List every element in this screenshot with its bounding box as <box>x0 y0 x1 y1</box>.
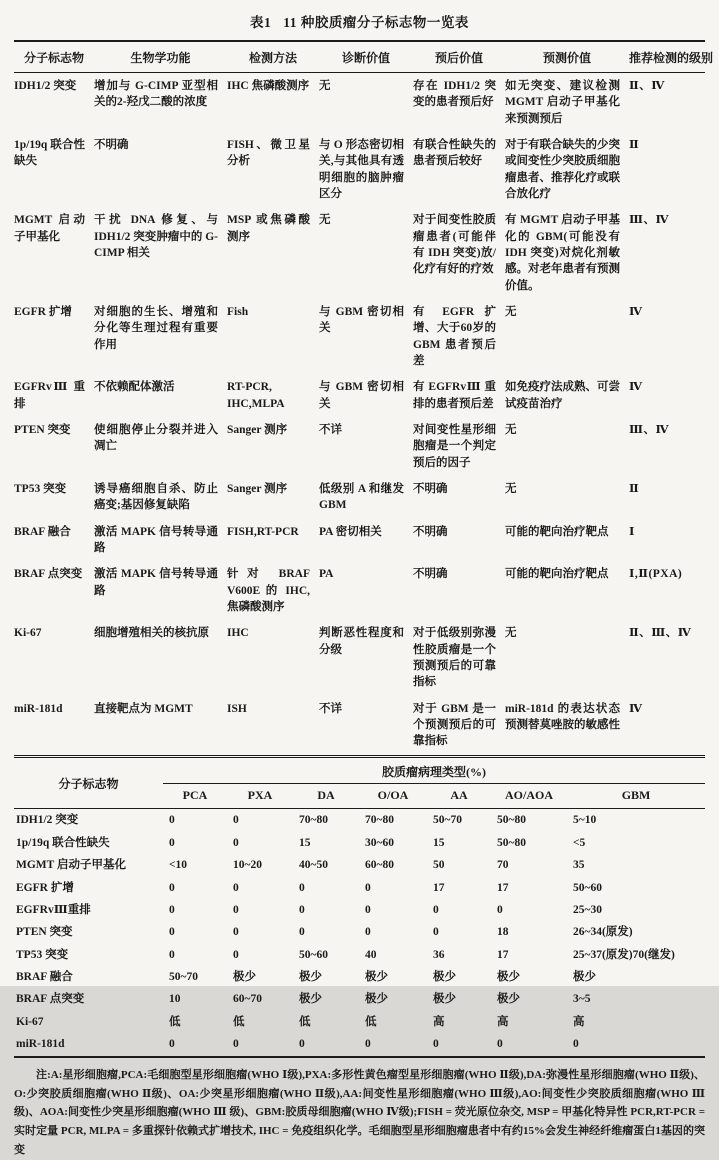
marker-name-cell: EGFR 扩增 <box>14 305 72 318</box>
value-cell: 50~80 <box>497 814 526 827</box>
marker-name-cell: PTEN 突变 <box>16 926 73 939</box>
marker-name-cell: EGFR 扩增 <box>16 881 74 894</box>
value-cell: 0 <box>233 881 239 894</box>
table-row <box>14 73 705 132</box>
table-cell: 低级别 A 和继发 GBM <box>319 482 404 512</box>
value-cell: 70 <box>497 859 509 872</box>
table-row <box>14 944 705 966</box>
table-row <box>14 132 705 207</box>
value-cell: 极少 <box>497 993 520 1006</box>
grade-cell: Ⅲ、Ⅳ <box>629 214 670 227</box>
grade-cell: Ⅰ <box>629 525 635 538</box>
value-cell: 0 <box>573 1038 579 1051</box>
value-cell: 17 <box>497 881 509 894</box>
table-cell: 不明确 <box>413 568 448 581</box>
value-cell: 0 <box>169 926 175 939</box>
grade-cell: Ⅲ、Ⅳ <box>629 423 670 436</box>
value-cell: 50~70 <box>169 971 198 984</box>
table-cell: Sanger 测序 <box>227 423 288 436</box>
table-row <box>14 374 705 417</box>
table-header-row <box>14 41 705 73</box>
value-cell: 极少 <box>365 971 388 984</box>
table-row <box>14 696 705 755</box>
value-cell: 25~37(原发)70(继发) <box>573 948 675 961</box>
marker-name-cell: 1p/19q 联合性缺失 <box>14 138 85 168</box>
value-cell: 0 <box>497 1038 503 1051</box>
value-cell: <5 <box>573 836 586 849</box>
value-cell: 极少 <box>299 993 322 1006</box>
table-row <box>14 299 705 374</box>
table-row <box>14 417 705 476</box>
column-header: DA <box>293 784 359 809</box>
value-cell: 极少 <box>573 971 596 984</box>
table-cell: 不依赖配体激活 <box>94 381 175 394</box>
grade-cell: Ⅱ <box>629 138 640 151</box>
table-title-text: 11 种胶质瘤分子标志物一览表 <box>283 15 469 30</box>
grade-cell: Ⅳ <box>629 702 643 715</box>
table-cell: 对于 GBM 是一个预测预后的可靠指标 <box>413 702 496 748</box>
value-cell: 0 <box>497 903 503 916</box>
marker-name-cell: BRAF 点突变 <box>14 568 83 581</box>
table-cell: 对于有联合缺失的少突或间变性少突胶质细胞瘤患者、推荐化疗或联合放化疗 <box>505 138 620 200</box>
column-header: GBM <box>567 784 705 809</box>
marker-name-cell: Ki-67 <box>14 627 42 640</box>
value-cell: 0 <box>299 1038 305 1051</box>
table-cell: 不详 <box>319 702 342 715</box>
value-cell: 高 <box>573 1015 585 1028</box>
value-cell: 35 <box>573 859 585 872</box>
table-cell: 激活 MAPK 信号转导通路 <box>94 525 218 554</box>
grade-cell: Ⅰ,Ⅱ(PXA) <box>629 568 683 581</box>
marker-name-cell: BRAF 融合 <box>16 971 73 984</box>
table-cell: 干扰 DNA 修复、与 IDH1/2 突变肿瘤中的 G-CIMP 相关 <box>94 214 218 259</box>
table-row <box>14 899 705 921</box>
table-cell: ISH <box>227 702 247 715</box>
value-cell: 低 <box>233 1015 245 1028</box>
column-header: 预后价值 <box>413 41 505 73</box>
grade-cell: Ⅱ、Ⅲ、Ⅳ <box>629 627 692 640</box>
column-header: 生物学功能 <box>94 41 227 73</box>
table-cell: 直接靶点为 MGMT <box>94 702 193 715</box>
table-cell: 增加与 G-CIMP 亚型相关的2-羟戊二酸的浓度 <box>94 80 218 109</box>
column-header: O/OA <box>359 784 427 809</box>
table-cell: 有 EGFR 扩增、大于60岁的 GBM 患者预后差 <box>413 305 496 367</box>
value-cell: 0 <box>365 881 371 894</box>
table-row <box>14 809 705 832</box>
table-row <box>14 1011 705 1033</box>
grade-cell: Ⅳ <box>629 305 643 318</box>
value-cell: 50 <box>433 859 445 872</box>
value-cell: 0 <box>233 926 239 939</box>
column-header: 检测方法 <box>227 41 319 73</box>
table-cell: 存在 IDH1/2 突变的患者预后好 <box>413 80 496 109</box>
value-cell: 0 <box>169 948 175 961</box>
value-cell: 高 <box>433 1015 445 1028</box>
value-cell: 70~80 <box>299 814 328 827</box>
marker-column-header: 分子标志物 <box>14 757 163 809</box>
value-cell: 50~60 <box>299 948 328 961</box>
value-cell: 0 <box>433 903 439 916</box>
value-cell: 3~5 <box>573 993 591 1006</box>
value-cell: 40 <box>365 948 377 961</box>
column-header: 推荐检测的级别 <box>629 41 705 73</box>
marker-name-cell: MGMT 启动子甲基化 <box>16 859 126 872</box>
table-number: 表1 <box>250 15 272 30</box>
grade-cell: Ⅱ、Ⅳ <box>629 80 665 92</box>
table-cell: 不明确 <box>94 138 129 151</box>
table-row <box>14 832 705 854</box>
table-cell: 可能的靶向治疗靶点 <box>505 568 609 581</box>
pathology-frequency-table <box>14 755 705 1057</box>
value-cell: 0 <box>233 836 239 849</box>
marker-name-cell: BRAF 融合 <box>14 525 71 538</box>
value-cell: 极少 <box>497 971 520 984</box>
table-cell: 针对 BRAF V600E 的 IHC,焦磷酸测序 <box>227 568 310 613</box>
value-cell: 0 <box>433 926 439 939</box>
value-cell: 10 <box>169 993 181 1006</box>
value-cell: 0 <box>299 903 305 916</box>
value-cell: 10~20 <box>233 859 262 872</box>
table-cell: 与 GBM 密切相关 <box>319 381 404 410</box>
value-cell: 5~10 <box>573 814 597 827</box>
value-cell: 极少 <box>299 971 322 984</box>
value-cell: 0 <box>169 903 175 916</box>
value-cell: 30~60 <box>365 836 394 849</box>
value-cell: 极少 <box>233 971 256 984</box>
grade-cell: Ⅱ <box>629 482 640 495</box>
table-cell: 如免疫疗法成熟、可尝试疫苗治疗 <box>505 381 620 410</box>
table-cell: PA <box>319 568 334 581</box>
marker-name-cell: TP53 突变 <box>14 482 67 495</box>
value-cell: 0 <box>233 948 239 961</box>
value-cell: 0 <box>169 836 175 849</box>
table-cell: 诱导癌细胞自杀、防止癌变;基因修复缺陷 <box>94 482 218 512</box>
table-row <box>14 966 705 988</box>
value-cell: 15 <box>299 836 311 849</box>
value-cell: 18 <box>497 926 509 939</box>
table-cell: 无 <box>319 80 331 92</box>
column-header: 分子标志物 <box>14 41 94 73</box>
marker-name-cell: miR-181d <box>14 702 63 715</box>
value-cell: 70~80 <box>365 814 394 827</box>
table-cell: 细胞增殖相关的核抗原 <box>94 627 209 640</box>
table-cell: PA 密切相关 <box>319 525 382 538</box>
table-cell: Sanger 测序 <box>227 482 288 495</box>
table-cell: 如无突变、建议检测 MGMT 启动子甲基化来预测预后 <box>505 80 620 125</box>
grade-cell: Ⅳ <box>629 381 643 394</box>
table-row <box>14 854 705 876</box>
table-cell: RT-PCR, IHC,MLPA <box>227 381 285 410</box>
table-cell: miR-181d 的表达状态预测替莫唑胺的敏感性 <box>505 702 620 731</box>
table-cell: 不明确 <box>413 482 448 495</box>
table-cell: 无 <box>505 627 517 640</box>
table-cell: 有联合性缺失的患者预后较好 <box>413 138 496 168</box>
value-cell: 高 <box>497 1015 509 1028</box>
marker-name-cell: IDH1/2 突变 <box>14 80 77 92</box>
table-cell: 无 <box>319 214 331 227</box>
marker-name-cell: miR-181d <box>16 1038 65 1051</box>
table-cell: IHC 焦磷酸测序 <box>227 80 310 92</box>
table-cell: 可能的靶向治疗靶点 <box>505 525 609 538</box>
value-cell: 60~70 <box>233 993 262 1006</box>
value-cell: 26~34(原发) <box>573 926 633 939</box>
value-cell: 0 <box>299 926 305 939</box>
marker-name-cell: 1p/19q 联合性缺失 <box>16 836 110 849</box>
value-cell: 低 <box>365 1015 377 1028</box>
column-header: PXA <box>227 784 293 809</box>
value-cell: 0 <box>299 881 305 894</box>
value-cell: 0 <box>365 903 371 916</box>
table-cell: 有 MGMT 启动子甲基化的 GBM(可能没有 IDH 突变)对烷化剂敏感。对老年患者有预测价值。 <box>505 214 620 292</box>
table-row <box>14 207 705 299</box>
table-cell: 有 EGFRvⅢ 重排的患者预后差 <box>413 381 496 410</box>
value-cell: 25~30 <box>573 903 602 916</box>
table-row <box>14 561 705 620</box>
table-cell: 无 <box>505 305 517 318</box>
table-cell: Fish <box>227 305 249 318</box>
value-cell: 0 <box>365 926 371 939</box>
table-row <box>14 476 705 519</box>
value-cell: 极少 <box>433 993 456 1006</box>
table-cell: 与 GBM 密切相关 <box>319 305 404 335</box>
value-cell: 50~80 <box>497 836 526 849</box>
column-header: 诊断价值 <box>319 41 413 73</box>
marker-name-cell: TP53 突变 <box>16 948 69 961</box>
table-cell: 对于低级别弥漫性胶质瘤是一个预测预后的可靠指标 <box>413 627 496 689</box>
value-cell: 0 <box>169 881 175 894</box>
value-cell: 0 <box>169 814 175 827</box>
value-cell: 0 <box>233 814 239 827</box>
value-cell: <10 <box>169 859 188 872</box>
marker-name-cell: BRAF 点突变 <box>16 993 85 1006</box>
table-cell: 对间变性星形细胞瘤是一个判定预后的因子 <box>413 423 496 469</box>
table-footnote: 注:A:星形细胞瘤,PCA:毛细胞型星形细胞瘤(WHO Ⅰ级),PXA:多形性黄色瘤型星形细胞瘤(WHO Ⅱ级),DA:弥漫性星形细胞瘤(WHO Ⅱ级)、O:少突胶质细胞瘤(WHO Ⅱ级)、OA:少突星形细胞瘤(WHO Ⅱ级),AA:间变性星形细胞瘤(WHO Ⅲ级),AO:间变性少突胶质细胞瘤(WHO Ⅲ 级)、AOA:间变性少突星形细胞瘤(WHO Ⅲ 级)、GBM:胶质母细胞瘤(WHO Ⅳ级);FISH = 荧光原位杂交, MSP = 甲基化特异性 PCR,RT-PCR = 实时定量 PCR, MLPA = 多重探针依赖式扩增技术, IHC = 免疫组织化学。毛细胞型星形细胞瘤患者中有约15%会发生神经纤维瘤蛋白1基因的突变 <box>14 1068 705 1157</box>
table-title <box>14 11 705 31</box>
group-column-header: 胶质瘤病理类型(%) <box>163 757 705 784</box>
value-cell: 40~50 <box>299 859 328 872</box>
column-header: PCA <box>163 784 227 809</box>
table-cell: 激活 MAPK 信号转导通路 <box>94 568 218 597</box>
value-cell: 0 <box>169 1038 175 1051</box>
value-cell: 15 <box>433 836 445 849</box>
marker-name-cell: EGFRvⅢ重排 <box>16 903 91 916</box>
table-cell: 使细胞停止分裂并进入凋亡 <box>94 423 218 453</box>
marker-overview-table <box>14 40 714 754</box>
value-cell: 60~80 <box>365 859 394 872</box>
table-cell: 不明确 <box>413 525 448 538</box>
table-row <box>14 519 705 562</box>
marker-name-cell: IDH1/2 突变 <box>16 814 79 827</box>
table-cell: 判断恶性程度和分级 <box>319 627 404 656</box>
marker-name-cell: PTEN 突变 <box>14 423 71 436</box>
value-cell: 0 <box>233 903 239 916</box>
marker-name-cell: MGMT 启动子甲基化 <box>14 214 85 243</box>
table-cell: FISH、微卫星分析 <box>227 138 310 168</box>
table-row <box>14 1033 705 1056</box>
table-cell: 无 <box>505 482 517 495</box>
table-cell: 不详 <box>319 423 342 436</box>
table-row <box>14 921 705 943</box>
value-cell: 极少 <box>433 971 456 984</box>
marker-name-cell: Ki-67 <box>16 1015 44 1028</box>
value-cell: 17 <box>497 948 509 961</box>
table-row <box>14 877 705 899</box>
value-cell: 17 <box>433 881 445 894</box>
table-cell: 与 O 形态密切相关,与其他具有透明细胞的脑肿瘤区分 <box>319 138 404 200</box>
table-cell: MSP 或焦磷酸测序 <box>227 214 310 243</box>
table-cell: 对细胞的生长、增殖和分化等生理过程有重要作用 <box>94 305 218 351</box>
table-cell: IHC <box>227 627 249 640</box>
table-cell: FISH,RT-PCR <box>227 525 299 538</box>
marker-name-cell: EGFRvⅢ 重排 <box>14 381 85 410</box>
value-cell: 50~70 <box>433 814 462 827</box>
column-header: AO/AOA <box>491 784 567 809</box>
value-cell: 0 <box>233 1038 239 1051</box>
value-cell: 50~60 <box>573 881 602 894</box>
value-cell: 36 <box>433 948 445 961</box>
value-cell: 0 <box>433 1038 439 1051</box>
value-cell: 低 <box>299 1015 311 1028</box>
table-row <box>14 620 705 695</box>
column-header: 预测价值 <box>505 41 629 73</box>
value-cell: 0 <box>365 1038 371 1051</box>
table-header-row <box>14 757 705 784</box>
table-row <box>14 988 705 1010</box>
column-header: AA <box>427 784 491 809</box>
value-cell: 极少 <box>365 993 388 1006</box>
value-cell: 低 <box>169 1015 181 1028</box>
table-cell: 对于间变性胶质瘤患者(可能伴有 IDH 突变)放/化疗有好的疗效 <box>413 214 496 276</box>
table-cell: 无 <box>505 423 517 436</box>
